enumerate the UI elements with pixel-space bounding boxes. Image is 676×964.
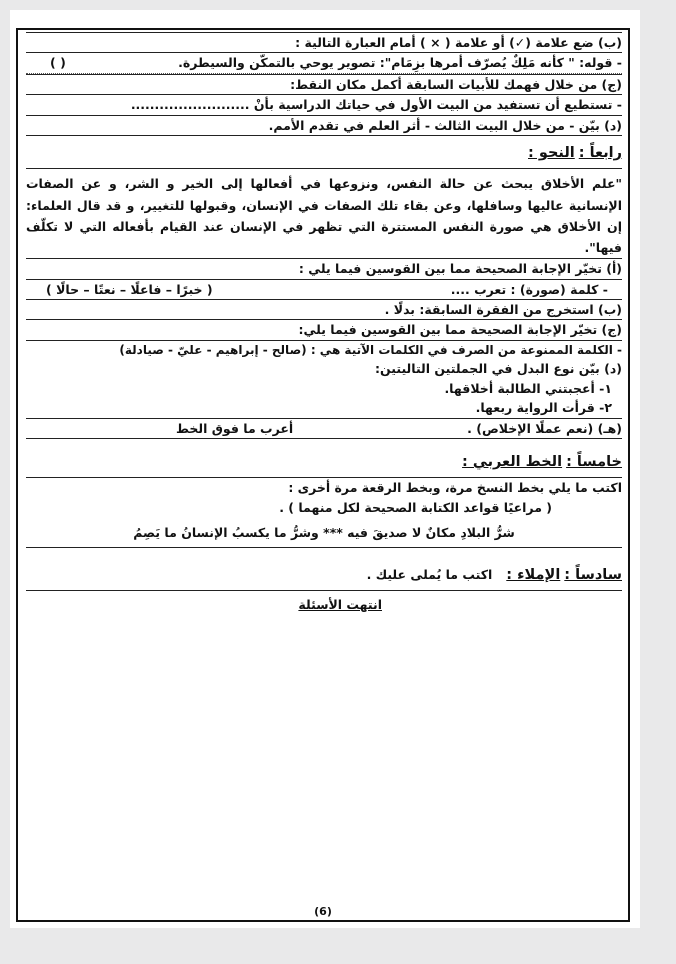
page-frame: [16, 28, 630, 922]
page-number: (6): [314, 905, 332, 918]
calligraphy-number: خامساً :: [566, 453, 622, 470]
grammar-qd-1: ١- أعجبتني الطالبة أخلاقها.: [444, 380, 612, 396]
end-of-questions: انتهت الأسئلة: [298, 597, 382, 612]
dictation-number: سادساً :: [564, 566, 622, 583]
calligraphy-heading: [26, 451, 622, 473]
calligraphy-sentence: شرُّ البلادِ مكانٌ لا صديقَ فيه *** وشرُّ ما يكسبُ الإنسانُ ما يَصِمُ: [133, 525, 515, 541]
divider: [26, 547, 622, 548]
divider: [26, 590, 622, 591]
grammar-qa-title: (أ) تخيّر الإجابة الصحيحة مما بين القوسين فيما يلي :: [26, 258, 622, 279]
grammar-qa-options: ( خبرًا – فاعلًا – نعتًا – حالًا ): [46, 281, 213, 297]
grammar-qh-instruction: أعرب ما فوق الخط: [176, 420, 294, 436]
grammar-qc-line: - الكلمة الممنوعة من الصرف في الكلمات الآتية هي : (صالح - إبراهيم - عليّ - صيادلة): [119, 342, 622, 357]
grammar-title: النحو :: [528, 144, 575, 161]
answer-box[interactable]: ( ): [50, 55, 66, 71]
grammar-qb: (ب) استخرج من الفقرة السابقة: بدلًا .: [26, 299, 622, 319]
grammar-number: رابعاً :: [578, 144, 622, 161]
divider: [26, 168, 622, 169]
grammar-qd-2: ٢- قرأت الرواية ربعها.: [475, 400, 612, 416]
explain-line: (د) بيّن - من خلال البيت الثالث - أثر العلم في تقدم الأمم.: [26, 115, 622, 136]
complete-line: - تستطيع أن تستفيد من البيت الأول في حياتك الدراسية بأنْ .........................: [26, 94, 622, 114]
grammar-qc-title: (ج) تخيّر الإجابة الصحيحة مما بين القوسين فيما يلي:: [26, 319, 622, 340]
grammar-qh: (هـ) (نعم عملًا الإخلاص) .: [467, 420, 622, 436]
grammar-qh-row: [26, 418, 622, 439]
grammar-heading: [26, 142, 622, 164]
grammar-qa-row: [26, 280, 622, 299]
grammar-paragraph: "علم الأخلاق يبحث عن حالة النفس، ونزوعها في أفعالها إلى الخير و الشر، و عن الصفات الإنسانية عاليها وسافلها، وعن بقاء تلك الصفات في الإنسان، وقبولها للتغيير، و قد قال العلماء: إن الأخلاق هي صورة النفس المستترة التي تظهر في الإنسان عند القيام بأفعاله التي لا تكلّف فيها".: [26, 176, 622, 256]
grammar-qd-title: (د) بيّن نوع البدل في الجملتين التاليتين:: [375, 361, 622, 377]
page-content: [26, 32, 622, 614]
exam-page: [10, 10, 640, 928]
true-false-row: [26, 53, 622, 73]
complete-title: (ج) من خلال فهمك للأبيات السابقة أكمل مكان النقط:: [26, 74, 622, 94]
calligraphy-title: الخط العربي :: [462, 453, 563, 470]
dictation-instruction: اكتب ما يُملى عليك .: [366, 567, 493, 583]
dictation-heading: [26, 564, 622, 586]
true-false-title: (ب) ضع علامة (✓) أو علامة ( × ) أمام العبارة التالية :: [26, 32, 622, 53]
calligraphy-instruction: اكتب ما يلي بخط النسخ مرة، وبخط الرقعة مرة أخرى :: [26, 477, 622, 497]
calligraphy-note: ( مراعيًا قواعد الكتابة الصحيحة لكل منهما ) .: [279, 499, 552, 515]
grammar-qa-line: - كلمة (صورة) : تعرب ....: [450, 281, 608, 297]
dictation-title: الإملاء :: [506, 566, 561, 583]
true-false-statement: - قوله: " كأنه مَلِكٌ يُصرّف أمرها بزِمَام": تصوير يوحي بالتمكّن والسيطرة.: [178, 55, 622, 71]
